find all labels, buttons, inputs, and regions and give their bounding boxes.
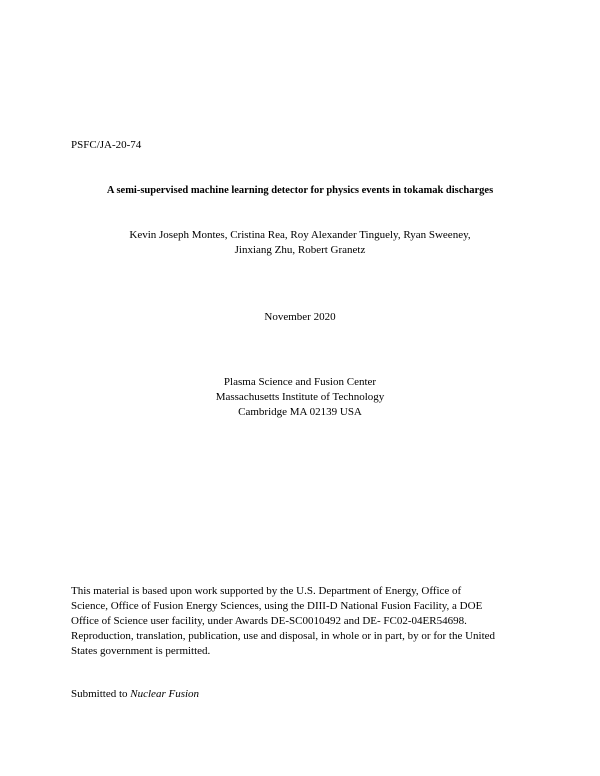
report-number: PSFC/JA-20-74 bbox=[71, 139, 142, 151]
author-line-2: Jinxiang Zhu, Robert Granetz bbox=[234, 244, 366, 256]
funding-statement bbox=[71, 584, 531, 659]
submission-note bbox=[71, 687, 199, 702]
funding-line-1: This material is based upon work supported by the U.S. Department of Energy, Office of bbox=[71, 585, 462, 597]
submission-prefix: Submitted to bbox=[71, 688, 131, 700]
author-list bbox=[0, 228, 600, 258]
institution-address bbox=[0, 375, 600, 420]
document-title: A semi-supervised machine learning detector for physics events in tokamak discharges bbox=[106, 185, 494, 196]
institution-line-2: Massachusetts Institute of Technology bbox=[215, 391, 385, 403]
author-line-1: Kevin Joseph Montes, Cristina Rea, Roy Alexander Tinguely, Ryan Sweeney, bbox=[129, 229, 471, 241]
publication-date: November 2020 bbox=[264, 311, 336, 323]
funding-line-4: Reproduction, translation, publication, use and disposal, in whole or in part, by or for the United bbox=[71, 630, 496, 642]
institution-line-3: Cambridge MA 02139 USA bbox=[238, 406, 362, 418]
funding-line-2: Science, Office of Fusion Energy Sciences, using the DIII-D National Fusion Facility, a DOE bbox=[71, 600, 483, 612]
funding-line-3: Office of Science user facility, under Awards DE-SC0010492 and DE- FC02-04ER54698. bbox=[71, 615, 467, 627]
journal-name: Nuclear Fusion bbox=[130, 688, 200, 700]
funding-line-5: States government is permitted. bbox=[71, 645, 211, 657]
institution-line-1: Plasma Science and Fusion Center bbox=[223, 376, 377, 388]
